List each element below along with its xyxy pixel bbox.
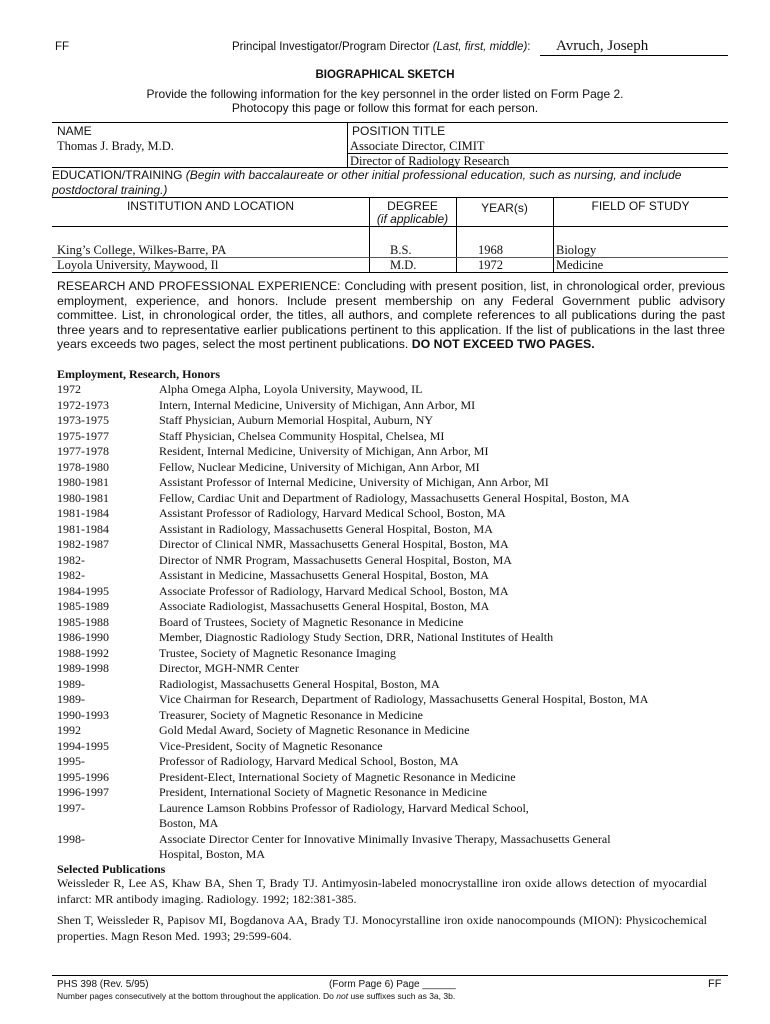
employment-year: 1982- xyxy=(57,568,85,582)
employment-description: Board of Trustees, Society of Magnetic Resonance in Medicine xyxy=(159,614,464,629)
employment-heading: Employment, Research, Honors xyxy=(57,367,221,381)
form-code-bottom: FF xyxy=(708,978,722,990)
employment-row xyxy=(57,568,737,584)
name-table-divider xyxy=(347,122,348,167)
employment-description: Fellow, Cardiac Unit and Department of Radiology, Massachusetts General Hospital, Boston, MA xyxy=(159,490,630,505)
employment-row xyxy=(57,429,737,445)
employment-row xyxy=(57,382,737,398)
publication-2: Shen T, Weissleder R, Papisov MI, Bogdanova AA, Brady TJ. Monocyrstalline iron oxide nanocompounds (MION): Physicochemical properties. Magn Reson Med. 1993; 29:599-604. xyxy=(57,913,707,943)
employment-year: 1980-1981 xyxy=(57,475,109,489)
employment-row xyxy=(57,491,737,507)
edu-institution-1: King’s College, Wilkes-Barre, PA xyxy=(57,243,227,257)
employment-row xyxy=(57,398,737,414)
name-value: Thomas J. Brady, M.D. xyxy=(57,139,174,153)
employment-row xyxy=(57,723,737,739)
edu-header-bottom-rule xyxy=(52,226,728,227)
employment-row xyxy=(57,646,737,662)
edu-field-2: Medicine xyxy=(556,258,604,272)
employment-description: Assistant Professor of Radiology, Harvard Medical School, Boston, MA xyxy=(159,506,506,520)
edu-year-2: 1972 xyxy=(478,258,503,272)
employment-description: Intern, Internal Medicine, University of Michigan, Ann Arbor, MI xyxy=(159,397,476,412)
employment-year: 1981-1984 xyxy=(57,506,109,520)
employment-year: 1998- xyxy=(57,831,85,846)
employment-description: Radiologist, Massachusetts General Hospital, Boston, MA xyxy=(159,676,440,691)
edu-header-top-rule xyxy=(52,197,728,198)
pi-label-text: Principal Investigator/Program Director xyxy=(232,41,430,53)
employment-description: Fellow, Nuclear Medicine, University of Michigan, Ann Arbor, MI xyxy=(159,459,480,474)
employment-description: Resident, Internal Medicine, University of Michigan, Ann Arbor, MI xyxy=(159,444,489,458)
edu-year-1: 1968 xyxy=(478,243,503,257)
employment-row xyxy=(57,475,737,491)
employment-year: 1981-1984 xyxy=(57,521,109,536)
col-degree: DEGREE xyxy=(387,199,438,213)
employment-row xyxy=(57,460,737,476)
footer-note-b: use suffixes such as 3a, 3b. xyxy=(348,991,456,1001)
employment-year: 1975-1977 xyxy=(57,428,109,443)
edu-degree-1: B.S. xyxy=(390,243,412,257)
employment-year: 1972-1973 xyxy=(57,397,109,412)
employment-row xyxy=(57,801,737,817)
employment-row xyxy=(57,522,737,538)
publications-heading: Selected Publications xyxy=(57,862,166,876)
research-instructions-text: RESEARCH AND PROFESSIONAL EXPERIENCE: Concluding with present position, list, in chronological order, previous employment, experience, and honors. Include present membership on any Federal Government public advisory committee. List, in chronological order, the titles, all authors, and complete references to all publications during the past three years and to representative earlier publications pertinent to this application. If the list of publications in the last three years exceeds two pages, select the most pertinent publications. xyxy=(57,279,725,352)
col-field: FIELD OF STUDY xyxy=(591,199,690,213)
employment-description: President-Elect, International Society of Magnetic Resonance in Medicine xyxy=(159,769,516,784)
employment-row xyxy=(57,506,737,522)
footer-note xyxy=(57,991,455,1001)
pi-label-colon: : xyxy=(527,41,531,53)
employment-description: Laurence Lamson Robbins Professor of Radiology, Harvard Medical School, xyxy=(159,800,529,815)
employment-description: Assistant in Medicine, Massachusetts General Hospital, Boston, MA xyxy=(159,568,489,582)
employment-description: Assistant Professor of Internal Medicine, University of Michigan, Ann Arbor, MI xyxy=(159,475,549,489)
edu-field-1: Biology xyxy=(556,243,597,257)
employment-year: 1994-1995 xyxy=(57,738,109,753)
employment-year: 1977-1978 xyxy=(57,444,109,458)
employment-row xyxy=(57,816,737,832)
pi-label-hint: (Last, first, middle) xyxy=(432,41,528,53)
edu-table-bottom-rule xyxy=(52,272,728,273)
employment-description: Hospital, Boston, MA xyxy=(159,847,266,861)
footer-page-label: (Form Page 6) Page ______ xyxy=(329,979,456,990)
position-value-2: Director of Radiology Research xyxy=(350,154,510,168)
employment-year: 1989- xyxy=(57,676,85,691)
employment-year xyxy=(57,816,159,832)
page-title: BIOGRAPHICAL SKETCH xyxy=(315,69,455,81)
employment-row xyxy=(57,708,737,724)
instruction-line-1: Provide the following information for the key personnel in the order listed on Form Page 2. xyxy=(146,87,624,101)
employment-description: Director, MGH-NMR Center xyxy=(159,661,299,675)
employment-year xyxy=(57,847,159,863)
edu-degree-2: M.D. xyxy=(390,258,417,272)
employment-description: Director of Clinical NMR, Massachusetts General Hospital, Boston, MA xyxy=(159,537,509,551)
form-code-top: FF xyxy=(55,41,70,53)
employment-year: 1989- xyxy=(57,692,85,706)
employment-row xyxy=(57,615,737,631)
col-degree-hint xyxy=(369,212,456,226)
position-label: POSITION TITLE xyxy=(352,124,446,138)
employment-description: Associate Director Center for Innovative Minimally Invasive Therapy, Massachusetts General xyxy=(159,831,611,846)
employment-year: 1996-1997 xyxy=(57,785,109,799)
employment-year: 1995- xyxy=(57,754,85,768)
edu-body-div-2 xyxy=(456,226,457,272)
footer-note-a: Number pages consecutively at the bottom throughout the application. Do xyxy=(57,991,337,1001)
employment-year: 1982-1987 xyxy=(57,537,109,551)
employment-year: 1980-1981 xyxy=(57,490,109,505)
footer-note-not: not xyxy=(336,991,349,1001)
employment-year: 1990-1993 xyxy=(57,707,109,722)
instruction-line-2: Photocopy this page or follow this format for each person. xyxy=(231,101,539,115)
employment-row xyxy=(57,677,737,693)
employment-description: Treasurer, Society of Magnetic Resonance in Medicine xyxy=(159,707,423,722)
employment-year: 1985-1988 xyxy=(57,614,109,629)
footer-rule xyxy=(52,975,728,976)
employment-year: 1997- xyxy=(57,800,85,815)
edu-body-div-1 xyxy=(369,226,370,272)
col-years: YEAR(s) xyxy=(481,201,528,215)
employment-description: Staff Physician, Auburn Memorial Hospital, Auburn, NY xyxy=(159,413,434,427)
employment-description: Associate Radiologist, Massachusetts General Hospital, Boston, MA xyxy=(159,599,490,613)
pi-name: Avruch, Joseph xyxy=(556,38,649,54)
col-degree-hint-text: (if applicable) xyxy=(376,212,449,226)
employment-row xyxy=(57,770,737,786)
employment-description: Boston, MA xyxy=(159,816,219,830)
employment-row xyxy=(57,599,737,615)
col-institution: INSTITUTION AND LOCATION xyxy=(126,199,295,213)
edu-institution-2: Loyola University, Maywood, Il xyxy=(57,258,219,272)
employment-description: Associate Professor of Radiology, Harvard Medical School, Boston, MA xyxy=(159,583,509,598)
employment-row xyxy=(57,692,737,708)
education-hint-2: postdoctoral training.) xyxy=(52,182,168,197)
employment-description: Assistant in Radiology, Massachusetts General Hospital, Boston, MA xyxy=(159,521,493,536)
pi-label xyxy=(232,41,530,53)
employment-year: 1973-1975 xyxy=(57,413,109,427)
position-value-1: Associate Director, CIMIT xyxy=(350,139,485,153)
employment-row xyxy=(57,413,737,429)
employment-description: President, International Society of Magnetic Resonance in Medicine xyxy=(159,785,487,799)
employment-year: 1982- xyxy=(57,552,85,567)
employment-description: Professor of Radiology, Harvard Medical School, Boston, MA xyxy=(159,754,459,768)
employment-year: 1978-1980 xyxy=(57,459,109,474)
education-hint-1: (Begin with baccalaureate or other initial professional education, such as nursing, and include xyxy=(185,168,682,182)
employment-description: Vice Chairman for Research, Department of Radiology, Massachusetts General Hospital, Boston, MA xyxy=(159,692,649,706)
employment-description: Gold Medal Award, Society of Magnetic Resonance in Medicine xyxy=(159,723,470,737)
employment-description: Director of NMR Program, Massachusetts General Hospital, Boston, MA xyxy=(159,552,512,567)
employment-row xyxy=(57,785,737,801)
employment-year: 1985-1989 xyxy=(57,599,109,613)
employment-year: 1992 xyxy=(57,723,81,737)
education-heading xyxy=(52,168,732,197)
employment-row xyxy=(57,754,737,770)
employment-description: Vice-President, Socity of Magnetic Resonance xyxy=(159,738,383,753)
employment-year: 1984-1995 xyxy=(57,583,109,598)
employment-row xyxy=(57,832,737,848)
employment-row xyxy=(57,584,737,600)
publication-1: Weissleder R, Lee AS, Khaw BA, Shen T, Brady TJ. Antimyosin-labeled monocrystalline iron oxide allows detection of myocardial infarct: MR antibody imaging. Radiology. 1992; 182:381-385. xyxy=(57,876,707,906)
employment-row xyxy=(57,630,737,646)
research-instructions xyxy=(57,279,725,352)
page-limit-warning: DO NOT EXCEED TWO PAGES. xyxy=(411,337,595,352)
employment-year: 1989-1998 xyxy=(57,661,109,675)
employment-description: Trustee, Society of Magnetic Resonance Imaging xyxy=(159,645,396,660)
employment-description: Alpha Omega Alpha, Loyola University, Maywood, IL xyxy=(159,382,423,396)
employment-row xyxy=(57,847,737,863)
employment-row xyxy=(57,739,737,755)
employment-description: Member, Diagnostic Radiology Study Section, DRR, National Institutes of Health xyxy=(159,630,554,644)
edu-body-div-3 xyxy=(553,226,554,272)
employment-row xyxy=(57,537,737,553)
employment-row xyxy=(57,661,737,677)
employment-year: 1988-1992 xyxy=(57,645,109,660)
education-label: EDUCATION/TRAINING xyxy=(52,168,183,182)
employment-row xyxy=(57,444,737,460)
employment-description: Staff Physician, Chelsea Community Hospital, Chelsea, MI xyxy=(159,428,445,443)
name-label: NAME xyxy=(57,124,92,138)
name-table-top-rule xyxy=(52,122,728,123)
employment-year: 1986-1990 xyxy=(57,630,109,644)
employment-year: 1995-1996 xyxy=(57,769,109,784)
employment-year: 1972 xyxy=(57,382,81,396)
employment-list xyxy=(57,382,737,863)
pi-name-underline xyxy=(540,55,728,56)
footer-form-number: PHS 398 (Rev. 5/95) xyxy=(57,979,149,990)
employment-row xyxy=(57,553,737,569)
